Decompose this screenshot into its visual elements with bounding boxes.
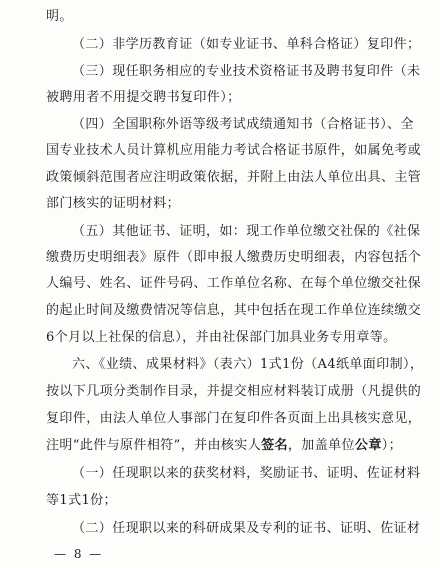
text-line-5: （四）全国职称外语等级考试成绩通知书（合格证书）、全 (72, 117, 414, 132)
text-line-19: 等1式1份； (46, 493, 117, 508)
line-17-after: ）； (381, 438, 403, 453)
text-line-7: 政策倾斜范围者应注明政策依据，并附上由法人单位出具、主管 (46, 170, 422, 185)
text-line-12: 的起止时间及缴费情况等信息，其中包括在现工作单位连续缴交 (46, 303, 422, 318)
text-line-13: 6个月以上社保的信息），并由社保部门加具业务专用章等。 (46, 330, 397, 345)
text-line-17 (46, 438, 402, 454)
text-line-2: （二）非学历教育证（如专业证书、单科合格证）复印件； (72, 37, 421, 52)
text-line-3: （三）现任职务相应的专业技术资格证书及聘书复印件（未 (72, 64, 421, 79)
line-17-before: 注明“此件与原件相符”，并由核实人 (46, 438, 262, 453)
text-line-11: 人编号、姓名、证件号码、工作单位名称、在每个单位缴交社保 (46, 276, 422, 291)
text-line-9: （五）其他证书、证明，如：现工作单位缴交社保的《社保 (72, 224, 421, 239)
text-line-10: 缴费历史明细表》原件（即申报人缴费历史明细表，内容包括个 (46, 250, 422, 265)
text-line-15: 按以下几项分类制作目录，并提交相应材料装订成册（凡提供的 (46, 384, 422, 399)
signature-emphasis: 签名 (261, 438, 288, 453)
text-line-16: 复印件，由法人单位人事部门在复印件各页面上出具核实意见， (46, 411, 422, 426)
text-line-1: 明。 (46, 9, 73, 24)
text-line-4: 被聘用者不用提交聘书复印件）； (46, 90, 241, 105)
line-17-middle: ，加盖单位 (287, 438, 355, 453)
text-line-14: 六、《业绩、成果材料》（表六）1式1份（A4纸单面印制）， (72, 357, 424, 372)
text-line-6: 国专业技术人员计算机应用能力考试合格证书原件，如属免考或 (46, 143, 422, 158)
text-line-18: （一）任现职以来的获奖材料，奖励证书、证明、佐证材料 (72, 466, 421, 481)
seal-emphasis: 公章 (354, 438, 382, 453)
page-number: — 8 — (54, 547, 104, 561)
text-line-20: （二）任现职以来的科研成果及专利的证书、证明、佐证材 (72, 521, 421, 536)
text-line-8: 部门核实的证明材料； (46, 196, 181, 211)
